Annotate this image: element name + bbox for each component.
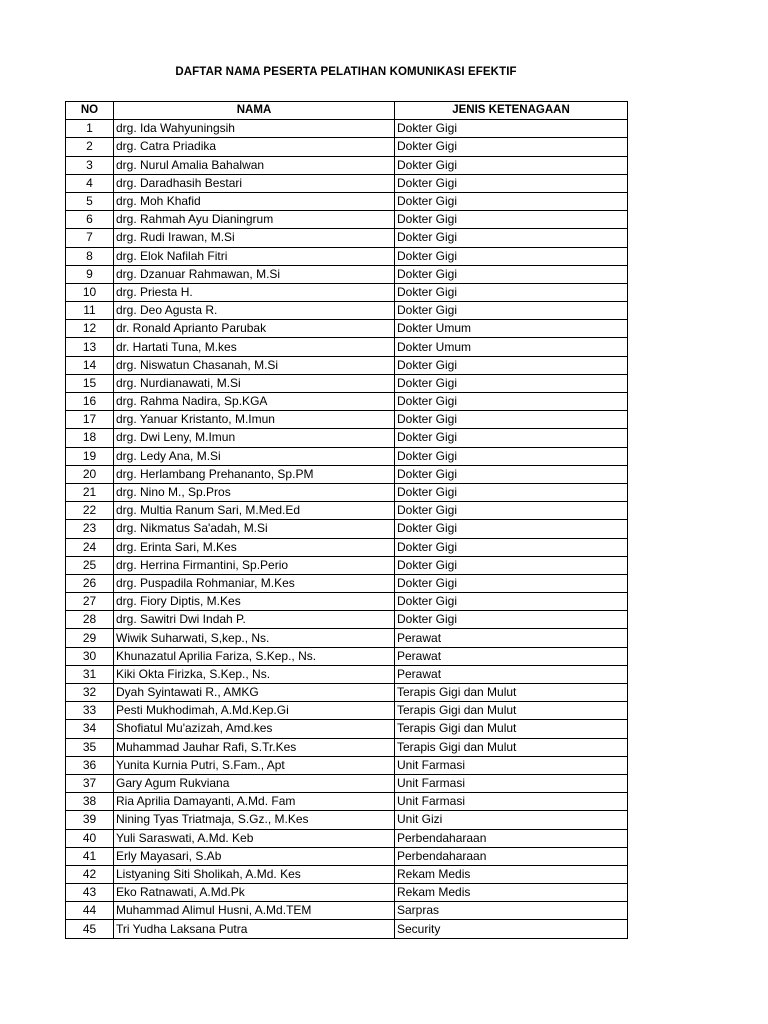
staff-type: Dokter Gigi xyxy=(395,211,628,229)
header-nama: NAMA xyxy=(114,102,395,120)
participant-name: Yuli Saraswati, A.Md. Keb xyxy=(114,829,395,847)
row-number: 23 xyxy=(66,520,114,538)
staff-type: Dokter Gigi xyxy=(395,192,628,210)
document-title: DAFTAR NAMA PESERTA PELATIHAN KOMUNIKASI EFEKTIF xyxy=(175,66,517,78)
row-number: 3 xyxy=(66,156,114,174)
participant-name: drg. Moh Khafid xyxy=(114,192,395,210)
row-number: 11 xyxy=(66,302,114,320)
participant-name: drg. Rahma Nadira, Sp.KGA xyxy=(114,393,395,411)
participant-name: Khunazatul Aprilia Fariza, S.Kep., Ns. xyxy=(114,647,395,665)
staff-type: Dokter Gigi xyxy=(395,447,628,465)
participant-name: drg. Deo Agusta R. xyxy=(114,302,395,320)
staff-type: Perawat xyxy=(395,647,628,665)
row-number: 38 xyxy=(66,793,114,811)
table-row xyxy=(66,629,628,647)
table-row xyxy=(66,447,628,465)
table-row xyxy=(66,156,628,174)
participant-name: drg. Yanuar Kristanto, M.Imun xyxy=(114,411,395,429)
table-row xyxy=(66,393,628,411)
participant-name: drg. Ledy Ana, M.Si xyxy=(114,447,395,465)
staff-type: Dokter Gigi xyxy=(395,483,628,501)
table-row xyxy=(66,320,628,338)
participant-name: drg. Erinta Sari, M.Kes xyxy=(114,538,395,556)
row-number: 6 xyxy=(66,211,114,229)
table-row xyxy=(66,847,628,865)
table-row xyxy=(66,138,628,156)
table-row xyxy=(66,702,628,720)
participant-name: drg. Rahmah Ayu Dianingrum xyxy=(114,211,395,229)
table-row xyxy=(66,192,628,210)
row-number: 25 xyxy=(66,556,114,574)
row-number: 41 xyxy=(66,847,114,865)
participant-name: Listyaning Siti Sholikah, A.Md. Kes xyxy=(114,865,395,883)
table-row xyxy=(66,247,628,265)
table-row xyxy=(66,774,628,792)
row-number: 18 xyxy=(66,429,114,447)
table-body xyxy=(66,120,628,938)
participant-name: drg. Herlambang Prehananto, Sp.PM xyxy=(114,465,395,483)
table-row xyxy=(66,374,628,392)
row-number: 28 xyxy=(66,611,114,629)
table-row xyxy=(66,174,628,192)
row-number: 5 xyxy=(66,192,114,210)
participant-name: drg. Catra Priadika xyxy=(114,138,395,156)
table-row xyxy=(66,593,628,611)
table-row xyxy=(66,483,628,501)
row-number: 43 xyxy=(66,884,114,902)
participant-name: drg. Sawitri Dwi Indah P. xyxy=(114,611,395,629)
row-number: 7 xyxy=(66,229,114,247)
staff-type: Dokter Gigi xyxy=(395,411,628,429)
table-row xyxy=(66,502,628,520)
row-number: 34 xyxy=(66,720,114,738)
row-number: 27 xyxy=(66,593,114,611)
participant-name: drg. Fiory Diptis, M.Kes xyxy=(114,593,395,611)
participant-name: Dyah Syintawati R., AMKG xyxy=(114,684,395,702)
row-number: 29 xyxy=(66,629,114,647)
table-row xyxy=(66,356,628,374)
staff-type: Terapis Gigi dan Mulut xyxy=(395,720,628,738)
table-row xyxy=(66,720,628,738)
staff-type: Dokter Gigi xyxy=(395,283,628,301)
participant-name: Gary Agum Rukviana xyxy=(114,774,395,792)
participant-name: Pesti Mukhodimah, A.Md.Kep.Gi xyxy=(114,702,395,720)
table-row xyxy=(66,574,628,592)
staff-type: Perbendaharaan xyxy=(395,829,628,847)
participant-name: drg. Elok Nafilah Fitri xyxy=(114,247,395,265)
staff-type: Perawat xyxy=(395,665,628,683)
staff-type: Dokter Umum xyxy=(395,320,628,338)
staff-type: Dokter Gigi xyxy=(395,265,628,283)
header-no: NO xyxy=(66,102,114,120)
row-number: 10 xyxy=(66,283,114,301)
participant-name: Kiki Okta Firizka, S.Kep., Ns. xyxy=(114,665,395,683)
row-number: 44 xyxy=(66,902,114,920)
staff-type: Dokter Gigi xyxy=(395,247,628,265)
participant-name: drg. Niswatun Chasanah, M.Si xyxy=(114,356,395,374)
row-number: 35 xyxy=(66,738,114,756)
participant-name: Yunita Kurnia Putri, S.Fam., Apt xyxy=(114,756,395,774)
participant-name: drg. Rudi Irawan, M.Si xyxy=(114,229,395,247)
table-row xyxy=(66,884,628,902)
table-row xyxy=(66,429,628,447)
table-row xyxy=(66,338,628,356)
participant-name: drg. Dzanuar Rahmawan, M.Si xyxy=(114,265,395,283)
participant-name: drg. Nino M., Sp.Pros xyxy=(114,483,395,501)
row-number: 36 xyxy=(66,756,114,774)
participant-name: Nining Tyas Triatmaja, S.Gz., M.Kes xyxy=(114,811,395,829)
participant-name: Erly Mayasari, S.Ab xyxy=(114,847,395,865)
row-number: 16 xyxy=(66,393,114,411)
row-number: 33 xyxy=(66,702,114,720)
staff-type: Unit Farmasi xyxy=(395,756,628,774)
staff-type: Dokter Gigi xyxy=(395,574,628,592)
participant-name: drg. Daradhasih Bestari xyxy=(114,174,395,192)
participant-name: drg. Nurul Amalia Bahalwan xyxy=(114,156,395,174)
table-row xyxy=(66,229,628,247)
row-number: 24 xyxy=(66,538,114,556)
row-number: 8 xyxy=(66,247,114,265)
table-row xyxy=(66,302,628,320)
table-row xyxy=(66,465,628,483)
row-number: 1 xyxy=(66,120,114,138)
table-row xyxy=(66,283,628,301)
staff-type: Dokter Gigi xyxy=(395,520,628,538)
row-number: 40 xyxy=(66,829,114,847)
table-row xyxy=(66,738,628,756)
staff-type: Dokter Gigi xyxy=(395,611,628,629)
staff-type: Sarpras xyxy=(395,902,628,920)
participant-name: Muhammad Jauhar Rafi, S.Tr.Kes xyxy=(114,738,395,756)
table-row xyxy=(66,793,628,811)
row-number: 45 xyxy=(66,920,114,938)
row-number: 21 xyxy=(66,483,114,501)
row-number: 4 xyxy=(66,174,114,192)
participant-name: Eko Ratnawati, A.Md.Pk xyxy=(114,884,395,902)
staff-type: Dokter Gigi xyxy=(395,229,628,247)
staff-type: Dokter Gigi xyxy=(395,593,628,611)
table-row xyxy=(66,120,628,138)
row-number: 37 xyxy=(66,774,114,792)
header-jenis: JENIS KETENAGAAN xyxy=(395,102,628,120)
staff-type: Unit Farmasi xyxy=(395,774,628,792)
participant-name: drg. Dwi Leny, M.Imun xyxy=(114,429,395,447)
participant-name: drg. Puspadila Rohmaniar, M.Kes xyxy=(114,574,395,592)
row-number: 15 xyxy=(66,374,114,392)
participant-name: Muhammad Alimul Husni, A.Md.TEM xyxy=(114,902,395,920)
row-number: 9 xyxy=(66,265,114,283)
table-row xyxy=(66,611,628,629)
participant-name: drg. Multia Ranum Sari, M.Med.Ed xyxy=(114,502,395,520)
staff-type: Dokter Gigi xyxy=(395,356,628,374)
participant-name: drg. Herrina Firmantini, Sp.Perio xyxy=(114,556,395,574)
staff-type: Dokter Gigi xyxy=(395,465,628,483)
participant-name: drg. Ida Wahyuningsih xyxy=(114,120,395,138)
participant-name: drg. Priesta H. xyxy=(114,283,395,301)
row-number: 32 xyxy=(66,684,114,702)
table-row xyxy=(66,865,628,883)
staff-type: Unit Gizi xyxy=(395,811,628,829)
row-number: 22 xyxy=(66,502,114,520)
row-number: 2 xyxy=(66,138,114,156)
staff-type: Security xyxy=(395,920,628,938)
staff-type: Terapis Gigi dan Mulut xyxy=(395,702,628,720)
table-row xyxy=(66,665,628,683)
row-number: 30 xyxy=(66,647,114,665)
staff-type: Dokter Gigi xyxy=(395,138,628,156)
table-row xyxy=(66,538,628,556)
participant-name: drg. Nikmatus Sa'adah, M.Si xyxy=(114,520,395,538)
staff-type: Perawat xyxy=(395,629,628,647)
participant-name: Shofiatul Mu'azizah, Amd.kes xyxy=(114,720,395,738)
table-row xyxy=(66,902,628,920)
table-row xyxy=(66,829,628,847)
staff-type: Dokter Gigi xyxy=(395,429,628,447)
row-number: 42 xyxy=(66,865,114,883)
participant-name: Tri Yudha Laksana Putra xyxy=(114,920,395,938)
participant-name: dr. Ronald Aprianto Parubak xyxy=(114,320,395,338)
row-number: 26 xyxy=(66,574,114,592)
row-number: 31 xyxy=(66,665,114,683)
participant-name: Wiwik Suharwati, S,kep., Ns. xyxy=(114,629,395,647)
staff-type: Dokter Gigi xyxy=(395,302,628,320)
staff-type: Terapis Gigi dan Mulut xyxy=(395,738,628,756)
table-row xyxy=(66,647,628,665)
row-number: 19 xyxy=(66,447,114,465)
staff-type: Perbendaharaan xyxy=(395,847,628,865)
row-number: 20 xyxy=(66,465,114,483)
row-number: 14 xyxy=(66,356,114,374)
staff-type: Dokter Gigi xyxy=(395,393,628,411)
staff-type: Dokter Gigi xyxy=(395,538,628,556)
table-row xyxy=(66,211,628,229)
table-row xyxy=(66,520,628,538)
staff-type: Dokter Gigi xyxy=(395,556,628,574)
table-row xyxy=(66,556,628,574)
row-number: 13 xyxy=(66,338,114,356)
table-header-row xyxy=(66,102,628,120)
row-number: 12 xyxy=(66,320,114,338)
table-row xyxy=(66,920,628,938)
staff-type: Dokter Gigi xyxy=(395,156,628,174)
row-number: 17 xyxy=(66,411,114,429)
staff-type: Dokter Gigi xyxy=(395,374,628,392)
table-row xyxy=(66,411,628,429)
table-row xyxy=(66,265,628,283)
participant-name: dr. Hartati Tuna, M.kes xyxy=(114,338,395,356)
staff-type: Terapis Gigi dan Mulut xyxy=(395,684,628,702)
staff-type: Rekam Medis xyxy=(395,884,628,902)
table-row xyxy=(66,811,628,829)
participant-table xyxy=(65,101,628,939)
table-row xyxy=(66,684,628,702)
staff-type: Rekam Medis xyxy=(395,865,628,883)
row-number: 39 xyxy=(66,811,114,829)
staff-type: Unit Farmasi xyxy=(395,793,628,811)
staff-type: Dokter Gigi xyxy=(395,502,628,520)
participant-name: drg. Nurdianawati, M.Si xyxy=(114,374,395,392)
table-row xyxy=(66,756,628,774)
participant-name: Ria Aprilia Damayanti, A.Md. Fam xyxy=(114,793,395,811)
staff-type: Dokter Gigi xyxy=(395,120,628,138)
staff-type: Dokter Umum xyxy=(395,338,628,356)
staff-type: Dokter Gigi xyxy=(395,174,628,192)
